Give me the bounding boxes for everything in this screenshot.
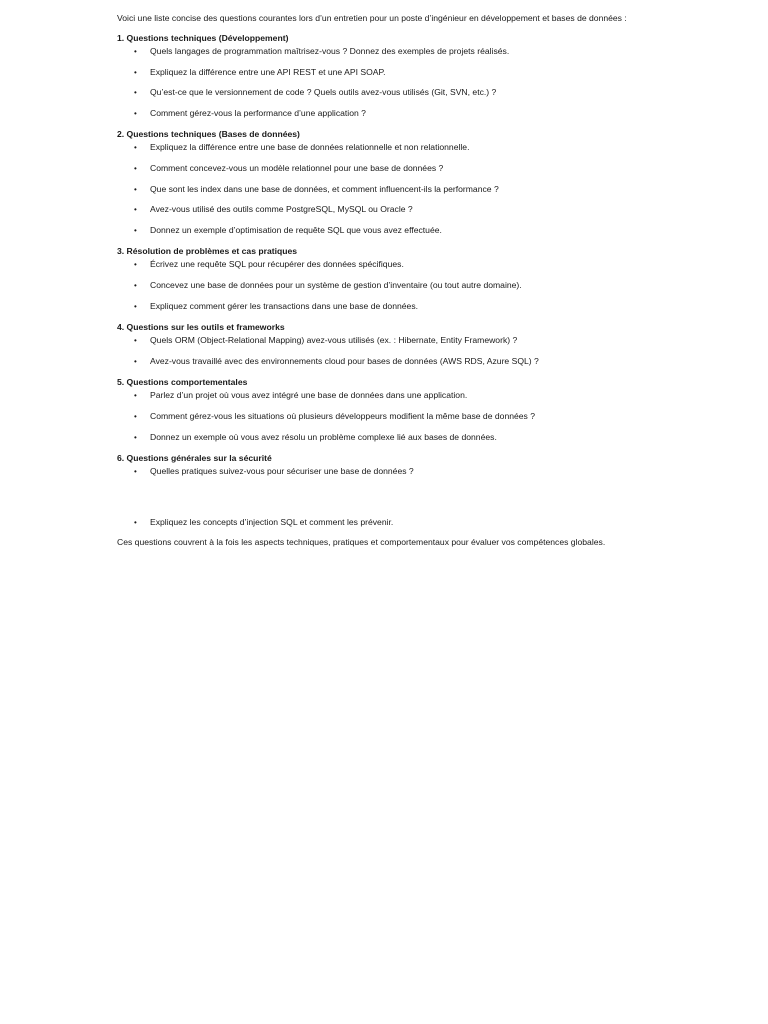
list-item-text: Que sont les index dans une base de données, et comment influencent-ils la performance ? <box>150 183 499 194</box>
list-item <box>117 66 647 87</box>
list-item <box>117 355 647 376</box>
section-heading: 1. Questions techniques (Développement) <box>117 33 289 43</box>
bullet-list <box>117 465 647 486</box>
list-item <box>117 279 647 300</box>
list-item-text: Avez-vous utilisé des outils comme PostgreSQL, MySQL ou Oracle ? <box>150 204 413 215</box>
bullet-icon: • <box>134 163 137 173</box>
section <box>117 127 647 244</box>
sections-container <box>117 31 647 486</box>
bullet-list <box>117 141 647 244</box>
document-page <box>117 12 647 549</box>
list-item-text: Parlez d’un projet où vous avez intégré une base de données dans une application. <box>150 390 468 401</box>
list-item <box>117 300 647 321</box>
list-item-text: Écrivez une requête SQL pour récupérer des données spécifiques. <box>150 259 404 270</box>
bullet-icon: • <box>134 260 137 270</box>
list-item-text: Comment gérez-vous les situations où plusieurs développeurs modifient la même base de données ? <box>150 410 536 421</box>
bullet-icon: • <box>134 88 137 98</box>
list-item <box>117 389 647 410</box>
bullet-list <box>117 389 647 451</box>
bullet-icon: • <box>134 336 137 346</box>
section-heading: 2. Questions techniques (Bases de données) <box>117 129 300 140</box>
list-item-text: Avez-vous travaillé avec des environnements cloud pour bases de données (AWS RDS, Azure SQL) ? <box>150 355 539 366</box>
bullet-icon: • <box>134 391 137 401</box>
bullet-icon: • <box>134 301 137 311</box>
list-item <box>117 45 647 66</box>
bullet-icon: • <box>134 517 137 527</box>
list-item-text: Expliquez la différence entre une API REST et une API SOAP. <box>150 66 386 77</box>
list-item <box>117 183 647 204</box>
intro-paragraph: Voici une liste concise des questions courantes lors d’un entretien pour un poste d’ingénieur en développement et bases de données : <box>117 13 627 23</box>
list-item-text: Donnez un exemple d’optimisation de requête SQL que vous avez effectuée. <box>150 224 442 235</box>
section <box>117 375 647 451</box>
list-item-text: Concevez une base de données pour un système de gestion d’inventaire (ou tout autre domaine). <box>150 279 522 290</box>
bullet-icon: • <box>134 184 137 194</box>
bullet-icon: • <box>134 411 137 421</box>
bullet-icon: • <box>134 432 137 442</box>
section-heading: 5. Questions comportementales <box>117 377 248 388</box>
section <box>117 244 647 320</box>
list-item-text: Donnez un exemple où vous avez résolu un problème complexe lié aux bases de données. <box>150 431 497 442</box>
list-item-text: Quelles pratiques suivez-vous pour sécuriser une base de données ? <box>150 466 414 477</box>
section <box>117 320 647 375</box>
list-item-text: Expliquez la différence entre une base de données relationnelle et non relationnelle. <box>150 142 470 153</box>
bullet-icon: • <box>134 280 137 290</box>
list-item-text: Quels ORM (Object-Relational Mapping) avez-vous utilisés (ex. : Hibernate, Entity Framework) ? <box>150 335 518 346</box>
bullet-icon: • <box>134 108 137 118</box>
list-item <box>117 465 647 486</box>
list-item <box>117 141 647 162</box>
extra-bullet-list <box>117 516 647 537</box>
list-item <box>117 162 647 183</box>
bullet-icon: • <box>134 225 137 235</box>
list-item <box>117 410 647 431</box>
list-item-text: Comment concevez-vous un modèle relationnel pour une base de données ? <box>150 162 444 173</box>
list-item <box>117 516 647 537</box>
list-item-text: Comment gérez-vous la performance d’une application ? <box>150 107 366 118</box>
bullet-list <box>117 334 647 375</box>
bullet-icon: • <box>134 467 137 477</box>
bullet-icon: • <box>134 356 137 366</box>
list-item <box>117 86 647 107</box>
bullet-list <box>117 258 647 320</box>
bullet-icon: • <box>134 67 137 77</box>
list-item-text: Expliquez les concepts d’injection SQL et comment les prévenir. <box>150 516 394 527</box>
section <box>117 31 647 127</box>
section <box>117 451 647 486</box>
list-item <box>117 224 647 245</box>
list-item-text: Expliquez comment gérer les transactions dans une base de données. <box>150 300 419 311</box>
list-item <box>117 334 647 355</box>
bullet-icon: • <box>134 205 137 215</box>
list-item <box>117 203 647 224</box>
bullet-icon: • <box>134 47 137 56</box>
bullet-list <box>117 45 647 127</box>
section-heading: 3. Résolution de problèmes et cas pratiques <box>117 246 298 257</box>
list-item <box>117 258 647 279</box>
list-item <box>117 107 647 128</box>
list-item-text: Qu’est-ce que le versionnement de code ? Quels outils avez-vous utilisés (Git, SVN, etc.) ? <box>150 87 497 98</box>
list-item <box>117 431 647 452</box>
section-heading: 6. Questions générales sur la sécurité <box>117 453 272 464</box>
list-item-text: Quels langages de programmation maîtrisez-vous ? Donnez des exemples de projets réalisés. <box>150 46 510 56</box>
section-heading: 4. Questions sur les outils et frameworks <box>117 322 285 333</box>
bullet-icon: • <box>134 143 137 153</box>
conclusion-paragraph: Ces questions couvrent à la fois les aspects techniques, pratiques et comportementaux pour évaluer vos compétences globales. <box>117 537 606 548</box>
